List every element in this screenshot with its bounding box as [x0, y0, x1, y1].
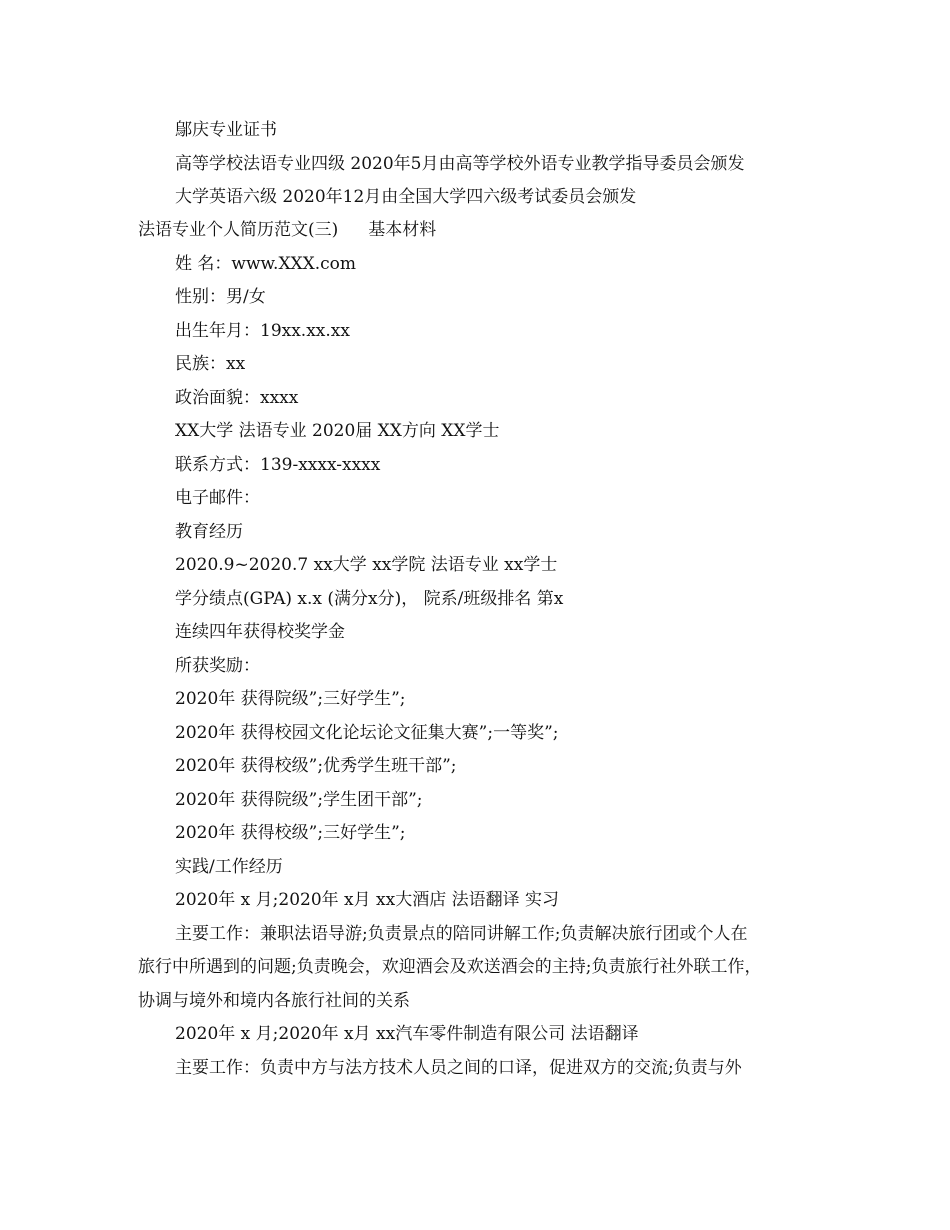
job-description-line: 主要工作：负责中方与法方技术人员之间的口译，促进双方的交流;负责与外 [175, 1058, 742, 1078]
info-contact: 联系方式：139-xxxx-xxxx [175, 455, 381, 475]
award-item: 2020年 获得校级”;三好学生”; [175, 823, 406, 843]
info-name: 姓 名：www.XXX.com [175, 254, 357, 274]
info-ethnicity: 民族：xx [175, 354, 246, 374]
award-item: 2020年 获得院级”;学生团干部”; [175, 790, 423, 810]
resume-title: 法语专业个人简历范文(三) [138, 220, 339, 240]
education-line: 连续四年获得校奖学金 [175, 622, 345, 642]
certificate-line: 大学英语六级 2020年12月由全国大学四六级考试委员会颁发 [175, 187, 637, 207]
job-description-line: 旅行中所遇到的问题;负责晚会，欢迎酒会及欢送酒会的主持;负责旅行社外联工作， [138, 957, 762, 977]
resume-title-row [138, 219, 828, 241]
education-line: 2020.9~2020.7 xx大学 xx学院 法语专业 xx学士 [175, 555, 558, 575]
job-title: 2020年 x 月;2020年 x月 xx大酒店 法语翻译 实习 [175, 890, 560, 910]
job-title: 2020年 x 月;2020年 x月 xx汽车零件制造有限公司 法语翻译 [175, 1024, 639, 1044]
education-heading: 教育经历 [175, 522, 243, 542]
education-line: 学分绩点(GPA) x.x (满分x分)， 院系/班级排名 第x [175, 589, 564, 609]
award-item: 2020年 获得校园文化论坛论文征集大赛”;一等奖”; [175, 723, 559, 743]
job-description-line: 主要工作：兼职法语导游;负责景点的陪同讲解工作;负责解决旅行团或个人在 [175, 924, 748, 944]
awards-heading: 所获奖励： [175, 656, 260, 676]
work-heading: 实践/工作经历 [175, 857, 283, 877]
award-item: 2020年 获得校级”;优秀学生班干部”; [175, 756, 457, 776]
info-gender: 性别：男/女 [175, 287, 266, 307]
certificates-heading: 鄔庆专业证书 [175, 120, 277, 140]
basic-info-heading: 基本材料 [368, 220, 437, 240]
info-school: XX大学 法语专业 2020届 XX方向 XX学士 [175, 421, 500, 441]
info-email: 电子邮件： [175, 488, 260, 508]
job-description-line: 协调与境外和境内各旅行社间的关系 [138, 991, 410, 1011]
certificate-line: 高等学校法语专业四级 2020年5月由高等学校外语专业教学指导委员会颁发 [175, 154, 745, 174]
info-political: 政治面貌：xxxx [175, 388, 299, 408]
award-item: 2020年 获得院级”;三好学生”; [175, 689, 406, 709]
info-birth: 出生年月：19xx.xx.xx [175, 321, 350, 341]
